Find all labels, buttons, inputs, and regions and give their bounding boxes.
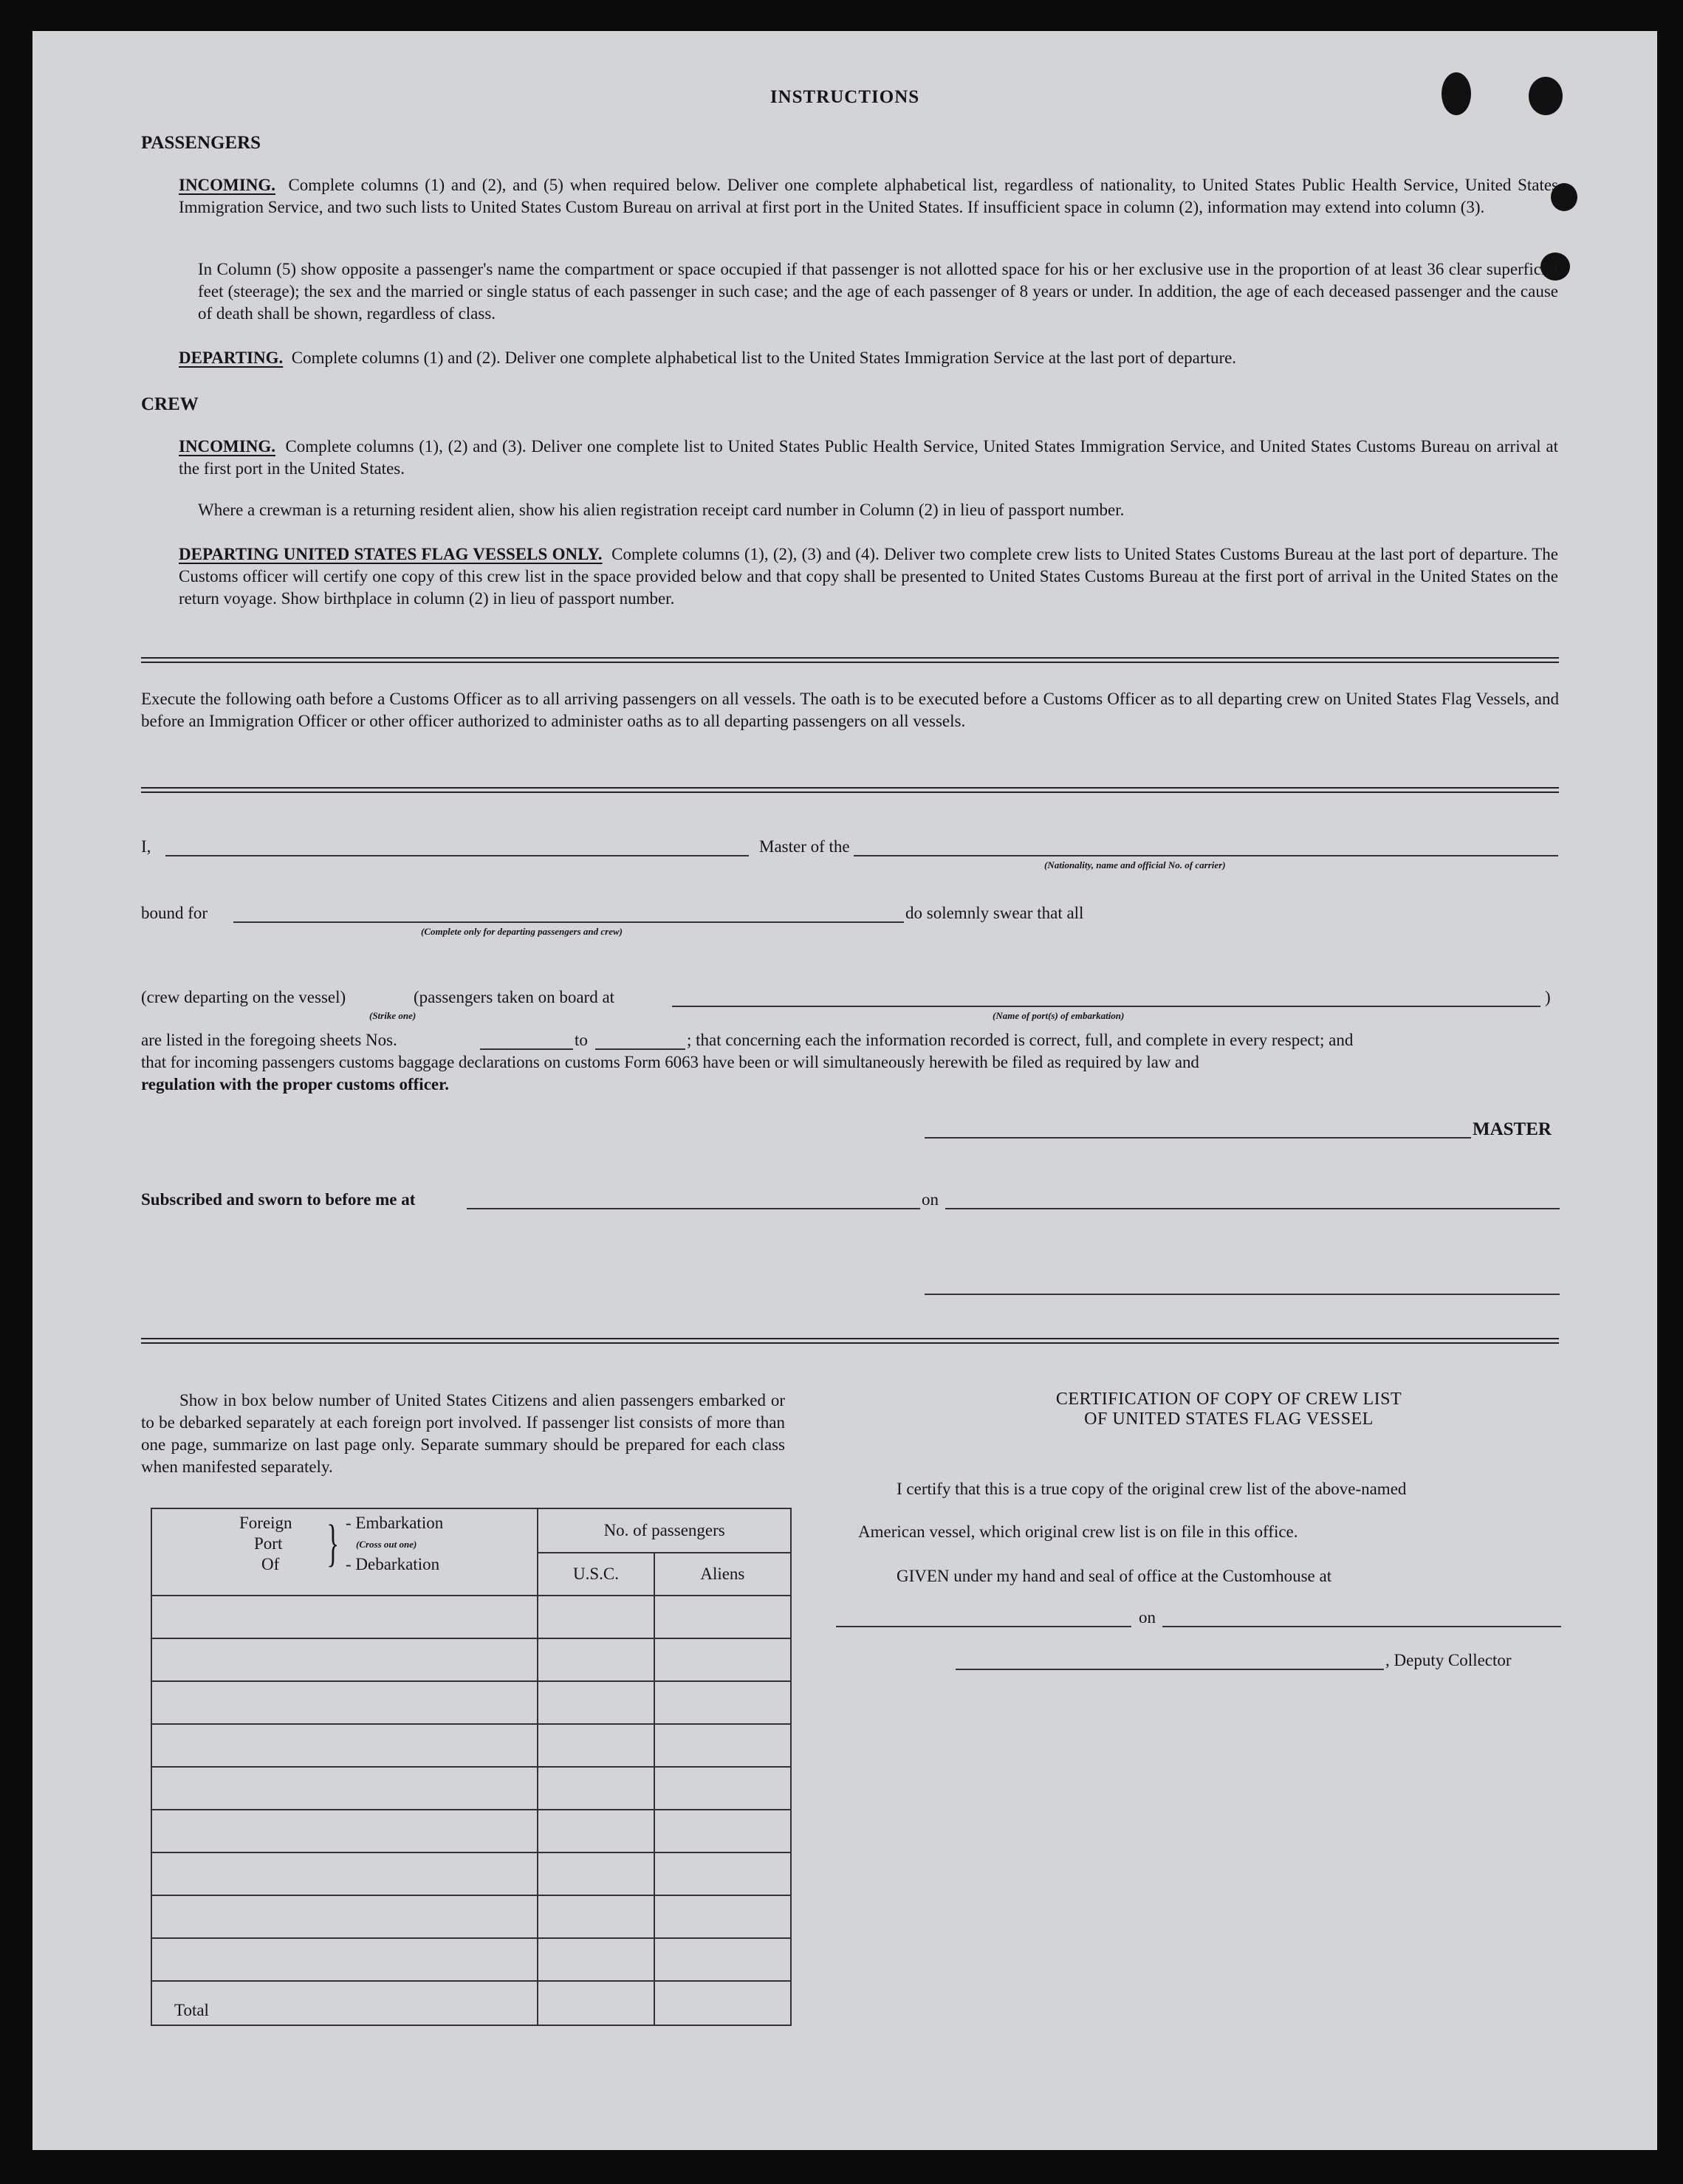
divider [141, 662, 1559, 663]
crew-departing-label: DEPARTING UNITED STATES FLAG VESSELS ONLY. [179, 545, 603, 563]
crew-incoming-instructions [179, 436, 1558, 480]
usc-cell[interactable] [538, 1938, 654, 1981]
passengers-heading: PASSENGERS [141, 133, 261, 153]
aliens-cell[interactable] [654, 1767, 791, 1810]
crew-departing-text: Complete columns (1), (2), (3) and (4). Deliver two complete crew lists to United States Customs Bureau at the last port of departure. The Customs officer will certify one copy of this crew list in the space provided below and that copy shall be presented to United States Customs Bureau at the first port of arrival in the United States on the return voyage. Show birthplace in column (2) in lieu of passport number. [179, 545, 1559, 608]
deputy-collector-signature-field[interactable] [956, 1669, 1384, 1670]
aliens-cell[interactable] [654, 1852, 791, 1895]
no-passengers-header: No. of passengers [538, 1508, 791, 1553]
master-of-label: Master of the [759, 837, 850, 856]
table-row [151, 1938, 791, 1981]
table-row [151, 1810, 791, 1852]
subscribed-place-field[interactable] [467, 1208, 920, 1209]
form-page [32, 31, 1657, 2150]
table-row [151, 1767, 791, 1810]
master-label: MASTER [1473, 1119, 1552, 1139]
port-cell[interactable] [151, 1724, 538, 1767]
listed-label: are listed in the foregoing sheets Nos. [141, 1031, 397, 1049]
col-foreign: Foreign [239, 1514, 292, 1532]
master-signature-field[interactable] [925, 1137, 1471, 1139]
port-cell[interactable] [151, 1596, 538, 1638]
certification-title-line2: OF UNITED STATES FLAG VESSEL [1084, 1409, 1374, 1429]
statement-rest: ; that concerning each the information recorded is correct, full, and complete in every respect; and [687, 1031, 1354, 1049]
bound-for-label: bound for [141, 904, 208, 922]
table-row [151, 1638, 791, 1681]
carrier-field[interactable] [854, 855, 1558, 856]
divider [141, 657, 1559, 659]
port-cell[interactable] [151, 1938, 538, 1981]
usc-cell[interactable] [538, 1895, 654, 1938]
passengers-departing-label: DEPARTING. [179, 348, 284, 367]
certification-on-label: on [1139, 1608, 1156, 1627]
subscribed-label: Subscribed and sworn to before me at [141, 1190, 416, 1209]
summary-instructions: Show in box below number of United States Citizens and alien passengers embarked or to be debarked separately at each foreign port involved. If passenger list consists of more than one page, summarize on last page only. Separate summary should be prepared for each class when manifested separately. [141, 1391, 785, 1476]
crew-heading: CREW [141, 394, 199, 414]
col-debarkation: - Debarkation [346, 1555, 440, 1573]
aliens-header: Aliens [654, 1553, 791, 1596]
passengers-departing-instructions [179, 347, 1558, 369]
to-label: to [575, 1031, 588, 1049]
aliens-cell[interactable] [654, 1810, 791, 1852]
bound-for-field[interactable] [233, 921, 904, 923]
certify-line2: American vessel, which original crew list is on file in this office. [858, 1522, 1298, 1541]
swear-label: do solemnly swear that all [905, 904, 1084, 922]
punch-hole-mark [1442, 72, 1471, 115]
col-embarkation: - Embarkation [346, 1514, 444, 1532]
oath-i-label: I, [141, 837, 151, 856]
total-row [151, 1981, 791, 2025]
aliens-cell[interactable] [654, 1638, 791, 1681]
port-cell[interactable] [151, 1638, 538, 1681]
certification-title-line1: CERTIFICATION OF COPY OF CREW LIST [1055, 1390, 1402, 1409]
col-of: Of [261, 1555, 280, 1573]
aliens-cell[interactable] [654, 1895, 791, 1938]
usc-header: U.S.C. [538, 1553, 654, 1596]
aliens-cell[interactable] [654, 1724, 791, 1767]
aliens-total-cell[interactable] [654, 1981, 791, 2025]
table-row [151, 1681, 791, 1724]
usc-cell[interactable] [538, 1767, 654, 1810]
given-text: GIVEN under my hand and seal of office at the Customhouse at [897, 1567, 1332, 1585]
port-cell[interactable] [151, 1810, 538, 1852]
divider [141, 791, 1559, 793]
foreign-port-header [151, 1508, 538, 1596]
punch-hole-mark [1529, 77, 1563, 115]
table-header-row [151, 1508, 791, 1553]
passengers-departing-text: Complete columns (1) and (2). Deliver one complete alphabetical list to the United States Immigration Service at the last port of departure. [291, 348, 1237, 367]
port-cell[interactable] [151, 1895, 538, 1938]
usc-cell[interactable] [538, 1810, 654, 1852]
port-cell[interactable] [151, 1681, 538, 1724]
crew-incoming-text: Complete columns (1), (2) and (3). Deliver one complete list to United States Public Health Service, United States Immigration Service, and United States Customs Bureau on arrival at the first port in the United States. [179, 437, 1559, 478]
oath-instructions: Execute the following oath before a Customs Officer as to all arriving passengers on all vessels. The oath is to be executed before a Customs Officer as to all departing crew on United States Flag Vessels, and before an Immigration Officer or other officer authorized to administer oaths as to all departing passengers on all vessels. [141, 690, 1559, 730]
usc-cell[interactable] [538, 1638, 654, 1681]
aliens-cell[interactable] [654, 1596, 791, 1638]
master-name-field[interactable] [165, 855, 749, 856]
nationality-note: (Nationality, name and official No. of carrier) [1044, 859, 1226, 870]
deputy-collector-label: , Deputy Collector [1385, 1651, 1512, 1669]
port-cell[interactable] [151, 1767, 538, 1810]
sheet-to-field[interactable] [595, 1048, 685, 1050]
col-cross: (Cross out one) [356, 1539, 417, 1550]
divider [141, 1338, 1559, 1339]
table-row [151, 1724, 791, 1767]
subscribed-on-label: on [922, 1190, 939, 1209]
crew-departing-option[interactable]: (crew departing on the vessel) [141, 988, 346, 1006]
certify-line1: I certify that this is a true copy of the original crew list of the above-named [897, 1480, 1407, 1498]
aliens-cell[interactable] [654, 1938, 791, 1981]
total-label: Total [151, 1981, 538, 2025]
close-paren: ) [1545, 988, 1551, 1006]
passenger-summary-table [151, 1508, 792, 2026]
usc-cell[interactable] [538, 1681, 654, 1724]
subscribed-date-field[interactable] [945, 1208, 1560, 1209]
sheet-from-field[interactable] [480, 1048, 573, 1050]
port-cell[interactable] [151, 1852, 538, 1895]
usc-cell[interactable] [538, 1852, 654, 1895]
brace-icon: } [326, 1515, 340, 1572]
usc-total-cell[interactable] [538, 1981, 654, 2025]
usc-cell[interactable] [538, 1724, 654, 1767]
usc-cell[interactable] [538, 1596, 654, 1638]
passengers-taken-option[interactable]: (passengers taken on board at [414, 988, 615, 1006]
complete-note: (Complete only for departing passengers and crew) [421, 926, 623, 937]
strike-note: (Strike one) [369, 1010, 417, 1021]
table-row [151, 1596, 791, 1638]
statement-line2: that for incoming passengers customs baggage declarations on customs Form 6063 have been or will simultaneously herewith be filed as required by law and [141, 1053, 1199, 1071]
statement-line3: regulation with the proper customs officer. [141, 1075, 449, 1093]
crew-incoming-label: INCOMING. [179, 437, 275, 456]
divider [141, 1342, 1559, 1344]
page-title: INSTRUCTIONS [769, 87, 920, 107]
customhouse-field[interactable] [836, 1626, 1131, 1627]
passengers-incoming-instructions [179, 174, 1558, 219]
col-port: Port [254, 1534, 283, 1553]
ports-embarkation-field[interactable] [672, 1006, 1540, 1007]
crew-departing-instructions [179, 543, 1558, 610]
certification-title [860, 1390, 1598, 1429]
crew-resident-alien-text: Where a crewman is a returning resident alien, show his alien registration receipt card number in Column (2) in lieu of passport number. [198, 501, 1125, 519]
officer-signature-field[interactable] [925, 1294, 1560, 1295]
certification-date-field[interactable] [1162, 1626, 1561, 1627]
passengers-incoming-label: INCOMING. [179, 176, 275, 194]
passengers-column5-text: In Column (5) show opposite a passenger's name the compartment or space occupied if that passenger is not allotted space for his or her exclusive use in the proportion of at least 36 clear superficial feet (steerage); the sex and the married or single status of each passenger in such case; and the age of each passenger of 8 years or under. In addition, the age of each deceased passenger and the cause of death shall be shown, regardless of class. [198, 260, 1558, 323]
aliens-cell[interactable] [654, 1681, 791, 1724]
table-row [151, 1895, 791, 1938]
divider [141, 787, 1559, 789]
ports-note: (Name of port(s) of embarkation) [993, 1010, 1125, 1021]
table-row [151, 1852, 791, 1895]
passengers-incoming-text: Complete columns (1) and (2), and (5) when required below. Deliver one complete alphabetical list, regardless of nationality, to United States Public Health Service, United States Immigration Service, and two such lists to United States Custom Bureau on arrival at first port in the United States. If insufficient space in column (2), information may extend into column (3). [179, 176, 1559, 216]
